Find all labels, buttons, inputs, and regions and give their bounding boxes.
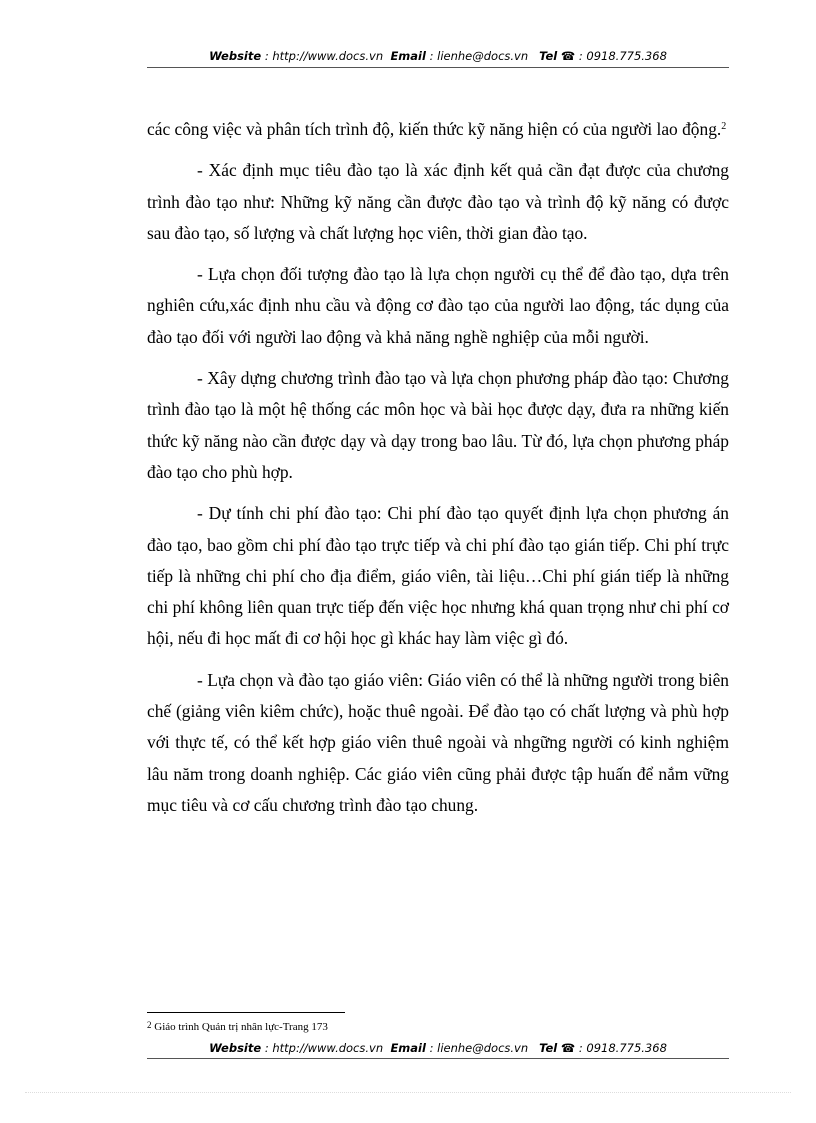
tel-label: Tel xyxy=(539,1041,558,1055)
email-label: Email xyxy=(390,1041,426,1055)
website-sep: : xyxy=(261,1041,273,1055)
tel-sep: : xyxy=(575,49,587,63)
email-label: Email xyxy=(390,49,426,63)
page-header xyxy=(147,49,729,63)
phone-icon: ☎ xyxy=(560,49,576,63)
phone-icon: ☎ xyxy=(560,1041,576,1055)
website-link[interactable]: http://www.docs.vn xyxy=(272,49,384,63)
footer-divider xyxy=(147,1058,729,1059)
paragraph-text: các công việc và phân tích trình độ, kiến thức kỹ năng hiện có của người lao động. xyxy=(147,119,722,139)
paragraph: - Dự tính chi phí đào tạo: Chi phí đào tạo quyết định lựa chọn phương án đào tạo, bao gồm chi phí đào tạo trực tiếp và chi phí đào tạo gián tiếp. Chi phí trực tiếp là những chi phí cho địa điểm, giáo viên, tài liệu…Chi phí gián tiếp là những chi phí không liên quan trực tiếp đến việc học nhưng khá quan trọng như chi phí cơ hội, nếu đi học mất đi cơ hội học gì khác hay làm việc gì đó. xyxy=(147,503,729,649)
page-edge xyxy=(25,1092,791,1093)
footnote xyxy=(147,1021,729,1034)
email-link[interactable]: lienhe@docs.vn xyxy=(437,49,529,63)
email-sep: : xyxy=(425,1041,438,1055)
tel-sep: : xyxy=(575,1041,587,1055)
document-body xyxy=(147,114,729,831)
website-link[interactable]: http://www.docs.vn xyxy=(272,1041,384,1055)
website-label: Website xyxy=(209,49,262,63)
paragraph: - Lựa chọn đối tượng đào tạo là lựa chọn người cụ thể để đào tạo, dựa trên nghiên cứu,xác định nhu cầu và động cơ đào tạo của người lao động, tác dụng của đào tạo đối với người lao động và khả năng nghề nghiệp của mỗi người. xyxy=(147,264,729,347)
tel-label: Tel xyxy=(539,49,558,63)
header-divider xyxy=(147,67,729,68)
tel-value: 0918.775.368 xyxy=(586,49,667,63)
email-sep: : xyxy=(425,49,438,63)
footnote-number: 2 xyxy=(147,1020,152,1030)
website-label: Website xyxy=(209,1041,262,1055)
paragraph xyxy=(147,114,729,145)
footnote-ref[interactable]: 2 xyxy=(721,121,727,132)
email-link[interactable]: lienhe@docs.vn xyxy=(437,1041,529,1055)
footnote-text: Giáo trình Quản trị nhân lực-Trang 173 xyxy=(154,1021,328,1033)
website-sep: : xyxy=(261,49,273,63)
paragraph: - Lựa chọn và đào tạo giáo viên: Giáo viên có thể là những người trong biên chế (giảng viên kiêm chức), hoặc thuê ngoài. Để đào tạo có chất lượng và phù hợp với thực tế, có thể kết hợp giáo viên thuê ngoài và nhgững người có kinh nghiệm lâu năm trong doanh nghiệp. Các giáo viên cũng phải được tập huấn để nắm vững mục tiêu và cơ cấu chương trình đào tạo chung. xyxy=(147,669,729,815)
paragraph: - Xác định mục tiêu đào tạo là xác định kết quả cần đạt được của chương trình đào tạo như: Những kỹ năng cần được đào tạo và trình độ kỹ năng có được sau đào tạo, số lượng và chất lượng học viên, thời gian đào tạo. xyxy=(147,160,729,243)
footnote-divider xyxy=(147,1012,345,1013)
page-footer xyxy=(147,1041,729,1055)
paragraph: - Xây dựng chương trình đào tạo và lựa chọn phương pháp đào tạo: Chương trình đào tạo là một hệ thống các môn học và bài học được dạy, đưa ra những kiến thức kỹ năng nào cần được dạy và dạy trong bao lâu. Từ đó, lựa chọn phương pháp đào tạo cho phù hợp. xyxy=(147,368,729,482)
tel-value: 0918.775.368 xyxy=(586,1041,667,1055)
